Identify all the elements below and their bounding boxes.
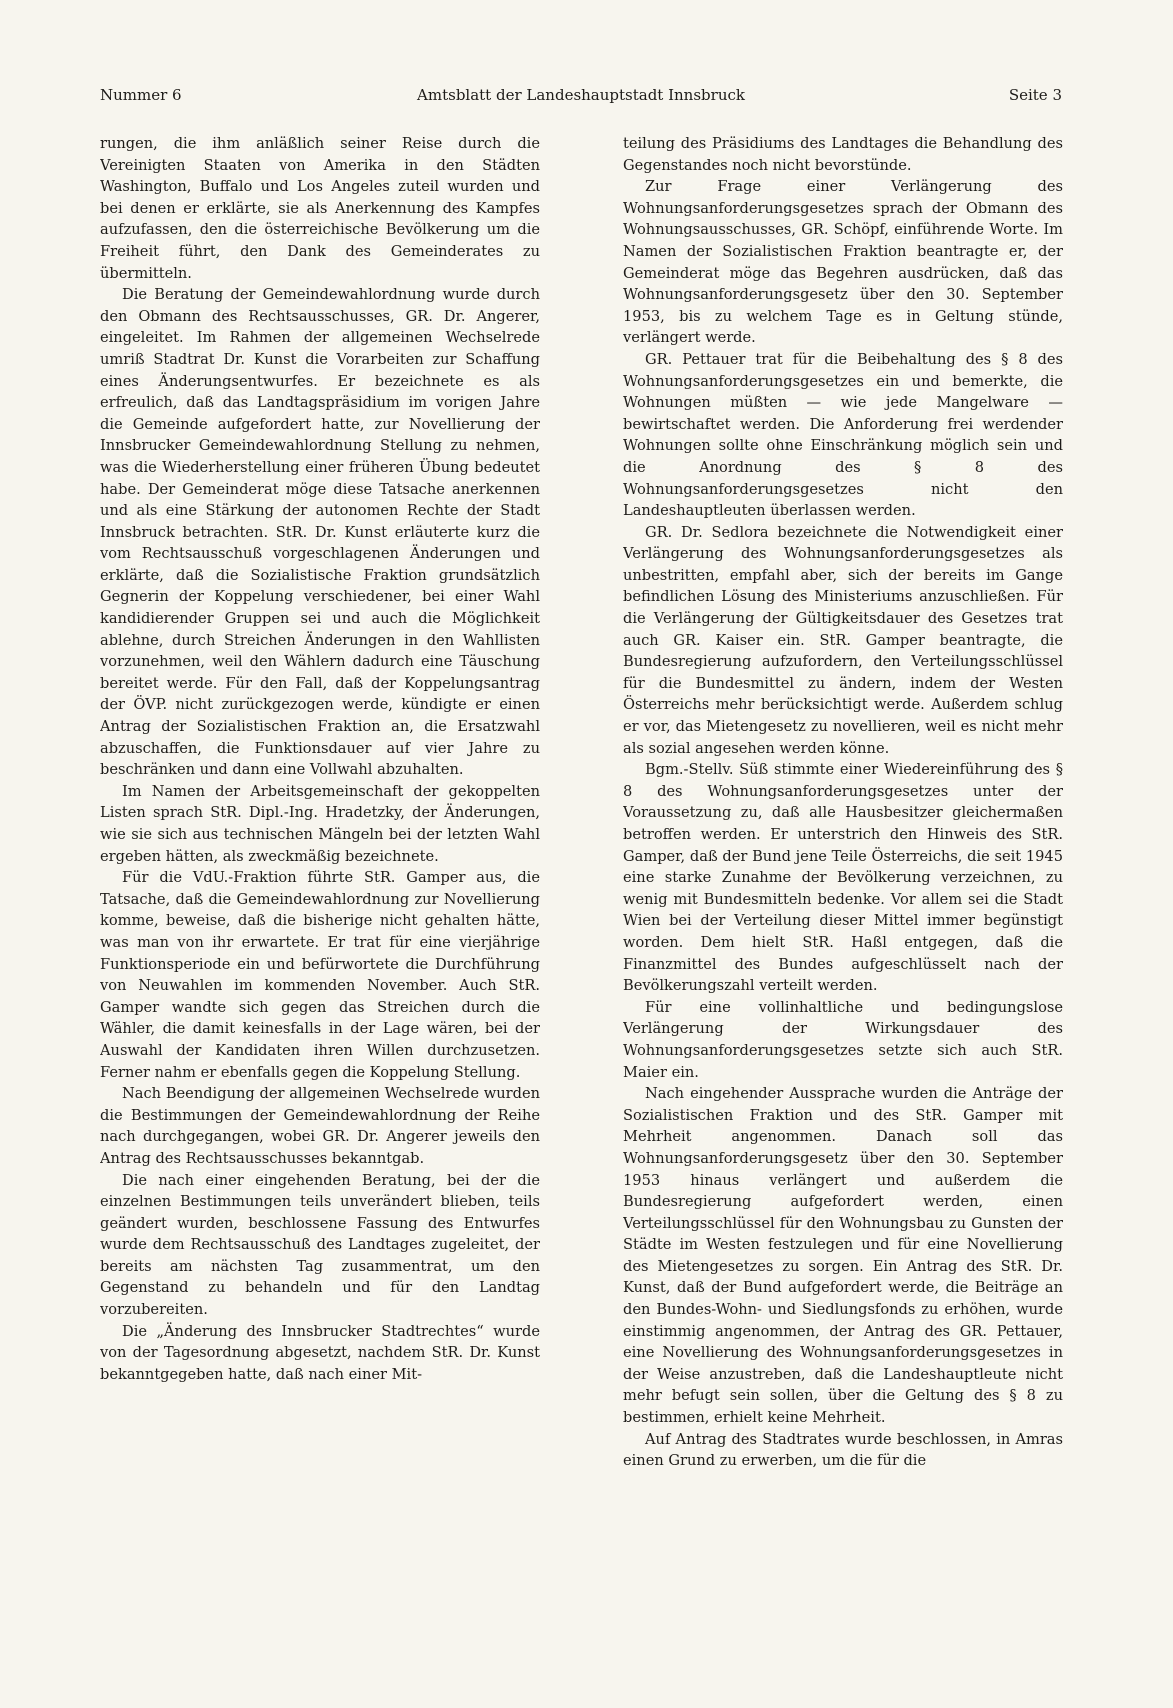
publication-title: Amtsblatt der Landeshauptstadt Innsbruck bbox=[417, 86, 745, 104]
paragraph: Zur Frage einer Verlängerung des Wohnungsanforderungsgesetzes sprach der Obmann des Wohnungsausschusses, GR. Schöpf, einführende Worte. Im Namen der Sozialistischen Fraktion beantragte er, der Gemeinderat möge das Begehren ausdrücken, daß das Wohnungsanforderungsgesetz über den 30. September 1953, bis zu welchem Tage es in Geltung stünde, verlängert werde. bbox=[623, 178, 1063, 347]
paragraph: GR. Pettauer trat für die Beibehaltung des § 8 des Wohnungsanforderungsgesetzes ein und bemerkte, die Wohnungen müßten — wie jede Mangelware — bewirtschaftet werden. Die Anforderung frei werdender Wohnungen sollte ohne Einschränkung möglich sein und die Anordnung des § 8 des Wohnungsanforderungsgesetzes nicht den Landeshauptleuten überlassen werden. bbox=[623, 350, 1063, 520]
paragraph: Im Namen der Arbeitsgemeinschaft der gekoppelten Listen sprach StR. Dipl.-Ing. Hradetzky, der Änderungen, wie sie sich aus technischen Mängeln bei der letzten Wahl ergeben hätten, als zweckmäßig bezeichnete. bbox=[100, 782, 540, 865]
page-number: Seite 3 bbox=[1008, 86, 1062, 104]
paragraph: Auf Antrag des Stadtrates wurde beschlossen, in Amras einen Grund zu erwerben, um die für die bbox=[623, 1430, 1063, 1470]
paragraph: rungen, die ihm anläßlich seiner Reise durch die Vereinigten Staaten von Amerika in den Städten Washington, Buffalo und Los Angeles zuteil wurden und bei denen er erklärte, sie als Anerkennung des Kampfes aufzufassen, den die österreichische Bevölkerung um die Freiheit führt, den Dank des Gemeinderates zu übermitteln. bbox=[100, 135, 540, 282]
right-column bbox=[623, 133, 1063, 1638]
paragraph: Die nach einer eingehenden Beratung, bei der die einzelnen Bestimmungen teils unverändert blieben, teils geändert wurden, beschlossene Fassung des Entwurfes wurde dem Rechtsausschuß des Landtages zugeleitet, der bereits am nächsten Tag zusammentrat, um den Gegenstand zu behandeln und für den Landtag vorzubereiten. bbox=[100, 1171, 540, 1319]
paragraph: Nach Beendigung der allgemeinen Wechselrede wurden die Bestimmungen der Gemeindewahlordnung der Reihe nach durchgegangen, wobei GR. Dr. Angerer jeweils den Antrag des Rechtsausschusses bekanntgab. bbox=[100, 1085, 540, 1167]
page-header bbox=[100, 86, 1062, 110]
paragraph: Für die VdU.-Fraktion führte StR. Gamper aus, die Tatsache, daß die Gemeindewahlordnung zur Novellierung komme, beweise, daß die bisherige nicht gehalten hätte, was man von ihr erwartete. Er trat für eine vierjährige Funktionsperiode ein und befürwortete die Durchführung von Neuwahlen im kommenden November. Auch StR. Gamper wandte sich gegen das Streichen durch die Wähler, die damit keinesfalls in der Lage wären, bei der Auswahl der Kandidaten ihren Willen durchzusetzen. Ferner nahm er ebenfalls gegen die Koppelung Stellung. bbox=[100, 869, 540, 1081]
paragraph: teilung des Präsidiums des Landtages die Behandlung des Gegenstandes noch nicht bevorstünde. bbox=[623, 135, 1063, 174]
paragraph: GR. Dr. Sedlora bezeichnete die Notwendigkeit einer Verlängerung des Wohnungsanforderungsgesetzes als unbestritten, empfahl aber, sich der bereits im Gange befindlichen Lösung des Ministeriums anzuschließen. Für die Verlängerung der Gültigkeitsdauer des Gesetzes trat auch GR. Kaiser ein. StR. Gamper beantragte, die Bundesregierung aufzufordern, den Verteilungsschlüssel für die Bundesmittel zu ändern, indem der Westen Österreichs mehr berücksichtigt werde. Außerdem schlug er vor, das Mietengesetz zu novellieren, weil es nicht mehr als sozial angesehen werden könne. bbox=[623, 523, 1063, 757]
paragraph: Bgm.-Stellv. Süß stimmte einer Wiedereinführung des § 8 des Wohnungsanforderungsgesetzes unter der Voraussetzung zu, daß alle Hausbesitzer gleichermaßen betroffen werden. Er unterstrich den Hinweis des StR. Gamper, daß der Bund jene Teile Österreichs, die seit 1945 eine starke Zunahme der Bevölkerung verzeichnen, zu wenig mit Bundesmitteln bedenke. Vor allem sei die Stadt Wien bei der Verteilung dieser Mittel immer begünstigt worden. Dem hielt StR. Haßl entgegen, daß die Finanzmittel des Bundes aufgeschlüsselt nach der Bevölkerungszahl verteilt werden. bbox=[623, 761, 1063, 995]
paragraph: Für eine vollinhaltliche und bedingungslose Verlängerung der Wirkungsdauer des Wohnungsanforderungsgesetzes setzte sich auch StR. Maier ein. bbox=[623, 998, 1063, 1081]
paragraph: Die Beratung der Gemeindewahlordnung wurde durch den Obmann des Rechtsausschusses, GR. Dr. Angerer, eingeleitet. Im Rahmen der allgemeinen Wechselrede umriß Stadtrat Dr. Kunst die Vorarbeiten zur Schaffung eines Änderungsentwurfes. Er bezeichnete es als erfreulich, daß das Landtagspräsidium im vorigen Jahre die Gemeinde aufgefordert hatte, zur Novellierung der Innsbrucker Gemeindewahlordnung Stellung zu nehmen, was die Wiederherstellung einer früheren Übung bedeutet habe. Der Gemeinderat möge diese Tatsache anerkennen und als eine Stärkung der autonomen Rechte der Stadt Innsbruck betrachten. StR. Dr. Kunst erläuterte kurz die vom Rechtsausschuß vorgeschlagenen Änderungen und erklärte, daß die Sozialistische Fraktion grundsätzlich Gegnerin der Koppelung verschiedener, bei einer Wahl kandidierender Gruppen sei und auch die Möglichkeit ablehne, durch Streichen Änderungen in den Wahllisten vorzunehmen, weil den Wählern dadurch eine Täuschung bereitet werde. Für den Fall, daß der Koppelungsantrag der ÖVP. nicht zurückgezogen werde, kündigte er einen Antrag der Sozialistischen Fraktion an, die Ersatzwahl abzuschaffen, die Funktionsdauer auf vier Jahre zu beschränken und dann eine Vollwahl abzuhalten. bbox=[100, 286, 540, 779]
paragraph: Nach eingehender Aussprache wurden die Anträge der Sozialistischen Fraktion und des StR. Gamper mit Mehrheit angenommen. Danach soll das Wohnungsanforderungsgesetz über den 30. September 1953 hinaus verlängert und außerdem die Bundesregierung aufgefordert werden, einen Verteilungsschlüssel für den Wohnungsbau zu Gunsten der Städte im Westen festzulegen und für eine Novellierung des Mietengesetzes zu sorgen. Ein Antrag des StR. Dr. Kunst, daß der Bund aufgefordert werde, die Beiträge an den Bundes-Wohn- und Siedlungsfonds zu erhöhen, wurde einstimmig angenommen, der Antrag des GR. Pettauer, eine Novellierung des Wohnungsanforderungsgesetzes in der Weise anzustreben, daß die Landeshauptleute nicht mehr befugt sein sollen, über die Geltung des § 8 zu bestimmen, erhielt keine Mehrheit. bbox=[623, 1085, 1063, 1427]
issue-number: Nummer 6 bbox=[100, 86, 182, 104]
paragraph: Die „Änderung des Innsbrucker Stadtrechtes“ wurde von der Tagesordnung abgesetzt, nachdem StR. Dr. Kunst bekanntgegeben hatte, daß nach einer Mit- bbox=[100, 1322, 540, 1383]
left-column bbox=[100, 133, 540, 1638]
